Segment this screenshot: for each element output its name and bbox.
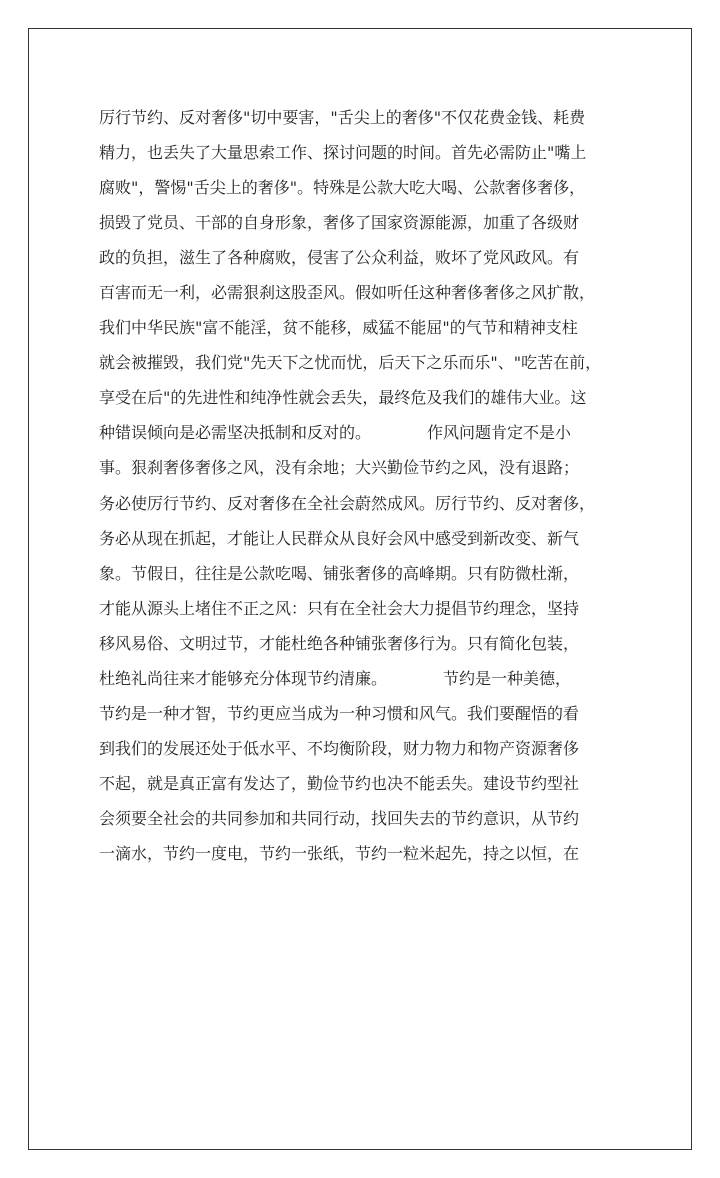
- document-body: [99, 100, 639, 871]
- text-line: 厉行节约、反对奢侈"切中要害，"舌尖上的奢侈"不仅花费金钱、耗费: [99, 108, 586, 127]
- text-line: 杜绝礼尚往来才能够充分体现节约清廉。 节约是一种美德，: [99, 668, 572, 688]
- text-line: 才能从源头上堵住不正之风：只有在全社会大力提倡节约理念，坚持: [99, 598, 580, 618]
- text-line: 政的负担，滋生了各种腐败，侵害了公众利益，败坏了党风政风。有: [99, 248, 580, 268]
- text-line: 一滴水，节约一度电，节约一张纸，节约一粒米起先，持之以恒，在: [99, 843, 580, 863]
- text-line: 腐败"，警惕"舌尖上的奢侈"。特殊是公款大吃大喝、公款奢侈奢侈，: [99, 178, 586, 198]
- text-line: 精力，也丢失了大量思索工作、探讨问题的时间。首先必需防止"嘴上: [99, 143, 587, 163]
- text-line: 事。狠刹奢侈奢侈之风，没有余地；大兴勤俭节约之风，没有退路；: [99, 458, 580, 478]
- text-line: 百害而无一利，必需狠刹这股歪风。假如听任这种奢侈奢侈之风扩散，: [99, 283, 596, 303]
- text-line: 享受在后"的先进性和纯净性就会丢失，最终危及我们的雄伟大业。这: [99, 388, 587, 408]
- text-line: 损毁了党员、干部的自身形象，奢侈了国家资源能源，加重了各级财: [99, 213, 580, 233]
- text-line: 象。节假日，往往是公款吃喝、铺张奢侈的高峰期。只有防微杜渐，: [99, 563, 580, 583]
- text-line: 务必使厉行节约、反对奢侈在全社会蔚然成风。厉行节约、反对奢侈，: [99, 493, 596, 513]
- text-line: 我们中华民族"富不能淫，贫不能移，威猛不能屈"的气节和精神支柱: [99, 318, 578, 338]
- text-line: 节约是一种才智，节约更应当成为一种习惯和风气。我们要醒悟的看: [99, 703, 580, 723]
- text-line: 不起，就是真正富有发达了，勤俭节约也决不能丢失。建设节约型社: [99, 773, 580, 793]
- text-line: 务必从现在抓起，才能让人民群众从良好会风中感受到新改变、新气: [99, 528, 580, 548]
- text-line: 种错误倾向是必需坚决抵制和反对的。 作风问题肯定不是小: [99, 423, 572, 443]
- text-line: 移风易俗、文明过节，才能杜绝各种铺张奢侈行为。只有简化包装，: [99, 633, 580, 653]
- text-line: 到我们的发展还处于低水平、不均衡阶段，财力物力和物产资源奢侈: [99, 738, 580, 758]
- text-line: 会须要全社会的共同参加和共同行动，找回失去的节约意识，从节约: [99, 808, 580, 828]
- text-line: 就会被摧毁，我们党"先天下之忧而忧，后天下之乐而乐"、"吃苦在前，: [99, 353, 602, 373]
